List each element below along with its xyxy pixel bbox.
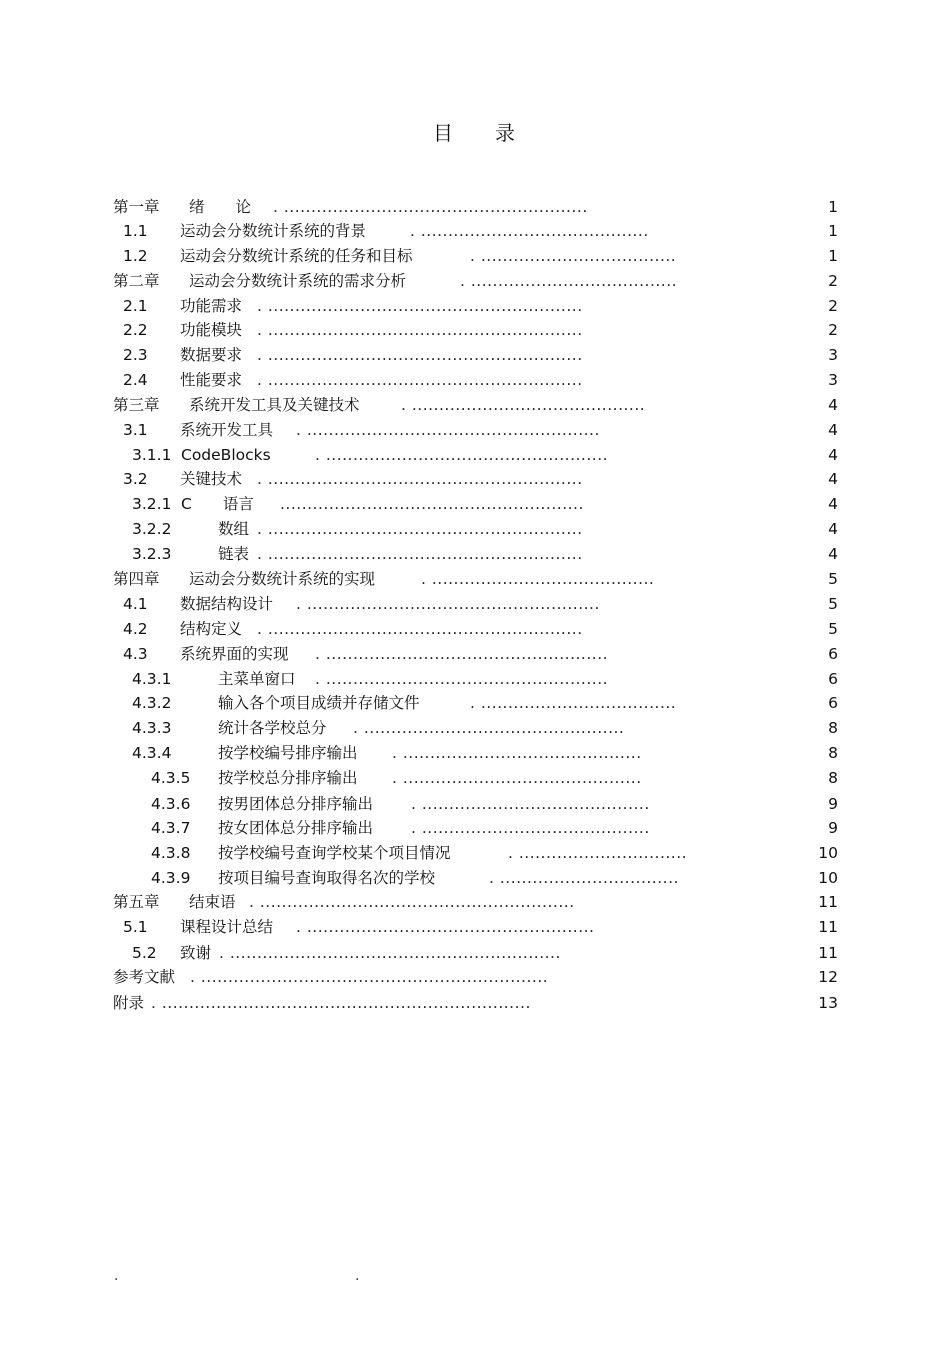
toc-entry-number: 2.2 [123,321,148,339]
toc-entry-page-number: 12 [818,968,838,986]
toc-entry-page-number: 4 [828,520,838,538]
toc-entry[interactable] [113,418,838,442]
toc-entry[interactable] [113,816,838,840]
toc-entry[interactable] [113,467,838,491]
toc-entry-label: 数据结构设计 [180,595,274,613]
toc-entry-number: 第三章 [113,396,160,414]
toc-entry-leader-dots: . .......................................... [411,819,650,837]
toc-entry[interactable] [113,294,838,318]
toc-entry-leader-dots: . .................................................................... [151,994,531,1012]
toc-entry[interactable] [113,368,838,392]
toc-entry-leader-dots: . .................................... [470,694,677,712]
toc-entry-label: 运动会分数统计系统的背景 [180,222,367,240]
toc-entry-label: 按女团体总分排序输出 [218,819,374,837]
toc-entry-number: 2.4 [123,371,148,389]
toc-entry-number: 3.1 [123,421,148,439]
toc-entry[interactable] [113,915,838,939]
toc-entry[interactable] [113,269,838,293]
toc-entry-label: 主菜单窗口 [218,670,296,688]
toc-entry-number: 4.3.7 [151,819,191,837]
toc-title [0,117,950,146]
toc-entry-leader-dots: . ................................................ [353,719,625,737]
toc-entry[interactable] [113,941,838,965]
toc-entry-label: 按学校总分排序输出 [218,769,358,787]
toc-entry[interactable] [113,841,838,865]
toc-entry[interactable] [113,567,838,591]
toc-entry-leader-dots: . .......................................................... [257,297,583,315]
toc-entry-leader-dots: . ...................................... [460,272,678,290]
toc-entry[interactable] [113,617,838,641]
toc-entry-page-number: 10 [818,844,838,862]
toc-entry-page-number: 5 [828,570,838,588]
toc-entry-leader-dots: . .................................... [470,247,677,265]
toc-entry-page-number: 11 [818,893,838,911]
toc-entry[interactable] [113,195,838,219]
toc-entry-number: 4.3.5 [151,769,191,787]
toc-entry-leader-dots: . .......................................................... [257,346,583,364]
toc-entry[interactable] [113,866,838,890]
toc-entry-number: 第二章 [113,272,160,290]
toc-entry-leader-dots: . .......................................................... [257,520,583,538]
toc-entry-page-number: 6 [828,694,838,712]
toc-entry[interactable] [113,343,838,367]
toc-entry-number: 4.3.6 [151,795,191,813]
toc-entry-number: 第四章 [113,570,160,588]
toc-entry-number: 4.3.4 [132,744,172,762]
toc-entry[interactable] [113,965,838,989]
toc-entry-page-number: 10 [818,869,838,887]
toc-entry-leader-dots: . .......................................... [410,222,649,240]
toc-entry-number: 第一章 [113,198,160,216]
toc-entry-number: 4.3 [123,645,148,663]
toc-entry[interactable] [113,741,838,765]
toc-entry-label: 致谢 [180,944,212,962]
toc-entry-label: 关键技术 [180,470,243,488]
toc-title-char-1: 目 [433,121,455,145]
toc-entry-label: 运动会分数统计系统的任务和目标 [180,247,413,265]
toc-entry[interactable] [113,592,838,616]
toc-entry-page-number: 5 [828,595,838,613]
toc-entry-page-number: 8 [828,719,838,737]
toc-entry-leader-dots: . ........................................... [401,396,646,414]
toc-entry-label: 结束语 [189,893,236,911]
toc-entry-number: 4.3.1 [132,670,172,688]
toc-entry-leader-dots: . .......................................................... [249,893,575,911]
toc-entry-page-number: 13 [818,994,838,1012]
toc-entry-label: 系统界面的实现 [180,645,289,663]
toc-entry[interactable] [113,492,838,516]
toc-entry-number: 1.1 [123,222,148,240]
toc-entry-label: C 语言 [181,495,254,513]
toc-entry[interactable] [113,517,838,541]
toc-entry-page-number: 4 [828,396,838,414]
toc-entry-number: 参考文献 [113,968,176,986]
toc-entry-label: 结构定义 [180,620,243,638]
toc-entry-label: 绪 论 [189,198,252,216]
toc-entry-label: 按学校编号排序输出 [218,744,358,762]
toc-entry-page-number: 6 [828,670,838,688]
toc-entry-leader-dots: . ............................................................. [219,944,561,962]
toc-entry-leader-dots: . ...................................................... [296,421,600,439]
toc-entry-page-number: 2 [828,297,838,315]
toc-entry-page-number: 5 [828,620,838,638]
toc-entry-leader-dots: . ............................................ [392,744,642,762]
toc-entry-number: 3.1.1 [132,446,172,464]
toc-entry-label: 按学校编号查询学校某个项目情况 [218,844,451,862]
toc-entry-page-number: 1 [828,247,838,265]
toc-entry-number: 4.3.8 [151,844,191,862]
toc-entry-leader-dots: . .......................................................... [257,620,583,638]
toc-entry-leader-dots: . ...................................................... [296,595,600,613]
toc-entry[interactable] [113,542,838,566]
toc-entry-leader-dots: . ................................................................ [190,968,549,986]
toc-entry-number: 5.2 [132,944,157,962]
toc-entry-number: 第五章 [113,893,160,911]
toc-entry-label: 性能要求 [180,371,243,389]
toc-entry-page-number: 6 [828,645,838,663]
toc-entry[interactable] [113,642,838,666]
toc-entry-label: 系统开发工具及关键技术 [189,396,360,414]
toc-entry-page-number: 1 [828,198,838,216]
toc-entry[interactable] [113,792,838,816]
toc-entry-page-number: 3 [828,346,838,364]
toc-entry-label: 输入各个项目成绩并存储文件 [218,694,420,712]
toc-entry-leader-dots: ........................................................ [280,495,584,513]
toc-entry-leader-dots: . .................................................... [315,670,609,688]
toc-entry-leader-dots: . .................................................... [315,446,609,464]
toc-entry-label: 功能需求 [180,297,243,315]
toc-entry-page-number: 8 [828,769,838,787]
toc-entry-page-number: 2 [828,272,838,290]
toc-entry-leader-dots: . ........................................................ [273,198,588,216]
toc-entry-label: 数据要求 [180,346,243,364]
toc-entry-number: 附录 [113,994,145,1012]
toc-entry[interactable] [113,691,838,715]
toc-entry-leader-dots: . ..................................................... [296,918,595,936]
toc-entry-number: 1.2 [123,247,148,265]
toc-title-char-2: 录 [495,121,517,145]
toc-entry-label: CodeBlocks [181,446,271,464]
toc-entry-number: 3.2.3 [132,545,172,563]
toc-entry-page-number: 8 [828,744,838,762]
toc-entry-leader-dots: . ................................. [489,869,679,887]
toc-entry-number: 3.2.1 [132,495,172,513]
toc-entry-leader-dots: . .......................................................... [257,470,583,488]
toc-entry-page-number: 2 [828,321,838,339]
toc-entry[interactable] [113,393,838,417]
toc-entry-label: 系统开发工具 [180,421,274,439]
toc-entry-leader-dots: . .......................................................... [257,321,583,339]
toc-entry-page-number: 4 [828,495,838,513]
toc-entry-number: 4.3.2 [132,694,172,712]
toc-entry-number: 3.2 [123,470,148,488]
toc-entry-label: 按男团体总分排序输出 [218,795,374,813]
toc-entry-leader-dots: . ......................................... [421,570,655,588]
footer-dot-left: . [114,1268,119,1284]
toc-entry-number: 4.1 [123,595,148,613]
toc-entry-page-number: 11 [818,918,838,936]
toc-entry[interactable] [113,443,838,467]
toc-entry[interactable] [113,219,838,243]
toc-entry-label: 链表 [218,545,250,563]
toc-entry-leader-dots: . .................................................... [315,645,609,663]
toc-entry-leader-dots: . .......................................................... [257,545,583,563]
toc-entry-page-number: 1 [828,222,838,240]
toc-entry[interactable] [113,766,838,790]
toc-entry-number: 4.3.3 [132,719,172,737]
toc-entry[interactable] [113,716,838,740]
footer-dot-right: . [355,1268,360,1284]
toc-entry-number: 4.2 [123,620,148,638]
toc-entry[interactable] [113,991,838,1015]
toc-entry-page-number: 9 [828,819,838,837]
toc-entry-label: 课程设计总结 [180,918,274,936]
toc-entry-label: 功能模块 [180,321,243,339]
toc-entry-number: 5.1 [123,918,148,936]
toc-entry[interactable] [113,318,838,342]
toc-entry-label: 数组 [218,520,250,538]
toc-entry-leader-dots: . ............................................ [392,769,642,787]
toc-entry-leader-dots: . .......................................................... [257,371,583,389]
toc-entry-label: 运动会分数统计系统的需求分析 [189,272,407,290]
toc-entry-page-number: 9 [828,795,838,813]
toc-entry[interactable] [113,244,838,268]
toc-entry-page-number: 4 [828,446,838,464]
toc-entry-label: 按项目编号查询取得名次的学校 [218,869,436,887]
toc-entry-leader-dots: . ............................... [508,844,688,862]
toc-entry-page-number: 4 [828,545,838,563]
toc-entry-number: 4.3.9 [151,869,191,887]
toc-entry-page-number: 11 [818,944,838,962]
toc-entry-page-number: 4 [828,470,838,488]
toc-entry-leader-dots: . .......................................... [411,795,650,813]
toc-entry-label: 运动会分数统计系统的实现 [189,570,376,588]
toc-entry-page-number: 4 [828,421,838,439]
toc-entry[interactable] [113,890,838,914]
toc-entry[interactable] [113,667,838,691]
toc-entry-number: 3.2.2 [132,520,172,538]
toc-entry-number: 2.1 [123,297,148,315]
toc-entry-page-number: 3 [828,371,838,389]
toc-entry-label: 统计各学校总分 [218,719,327,737]
toc-entry-number: 2.3 [123,346,148,364]
